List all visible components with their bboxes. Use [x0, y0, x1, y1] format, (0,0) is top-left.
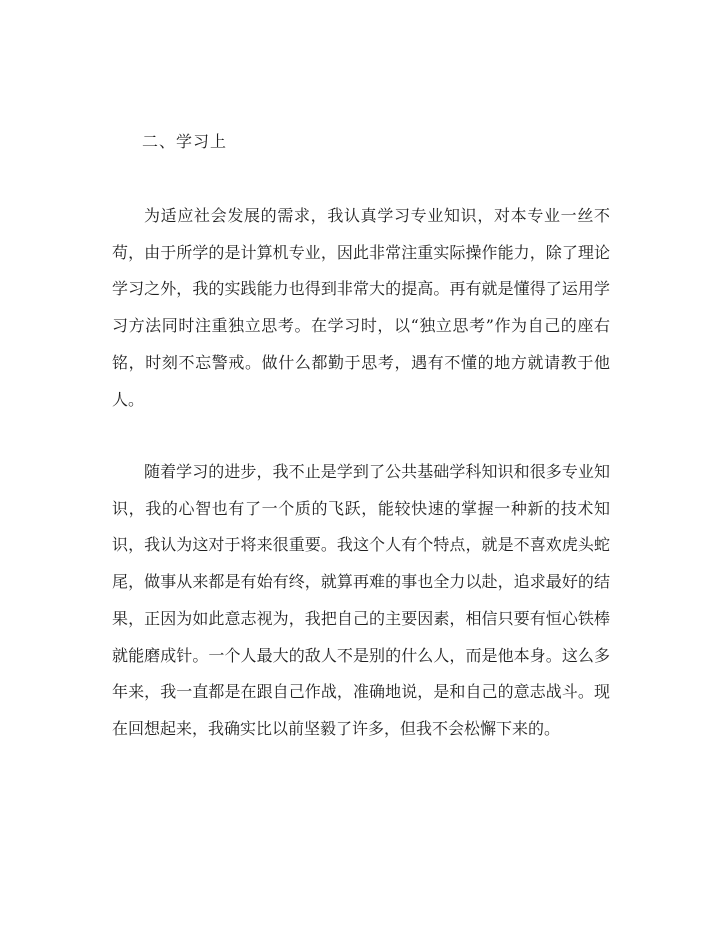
- section-heading: 二、学习上: [142, 132, 228, 151]
- paragraph-study-methods: 为适应社会发展的需求，我认真学习专业知识，对本专业一丝不苟，由于所学的是计算机专业，因此非常注重实际操作能力，除了理论学习之外，我的实践能力也得到非常大的提高。再有就是懂得了运用学习方法同时注重独立思考。在学习时，以“独立思考”作为自己的座右铭，时刻不忘警戒。做什么都勤于思考，遇有不懂的地方就请教于他人。: [112, 206, 610, 409]
- paragraph-personal-growth: 随着学习的进步，我不止是学到了公共基础学科知识和很多专业知识，我的心智也有了一个质的飞跃，能较快速的掌握一种新的技术知识，我认为这对于将来很重要。我这个人有个特点，就是不喜欢虎头蛇尾，做事从来都是有始有终，就算再难的事也全力以赴，追求最好的结果，正因为如此意志视为，我把自己的主要因素，相信只要有恒心铁棒就能磨成针。一个人最大的敌人不是别的什么人，而是他本身。这么多年来，我一直都是在跟自己作战，准确地说，是和自己的意志战斗。现在回想起来，我确实比以前坚毅了许多，但我不会松懈下来的。: [112, 462, 610, 738]
